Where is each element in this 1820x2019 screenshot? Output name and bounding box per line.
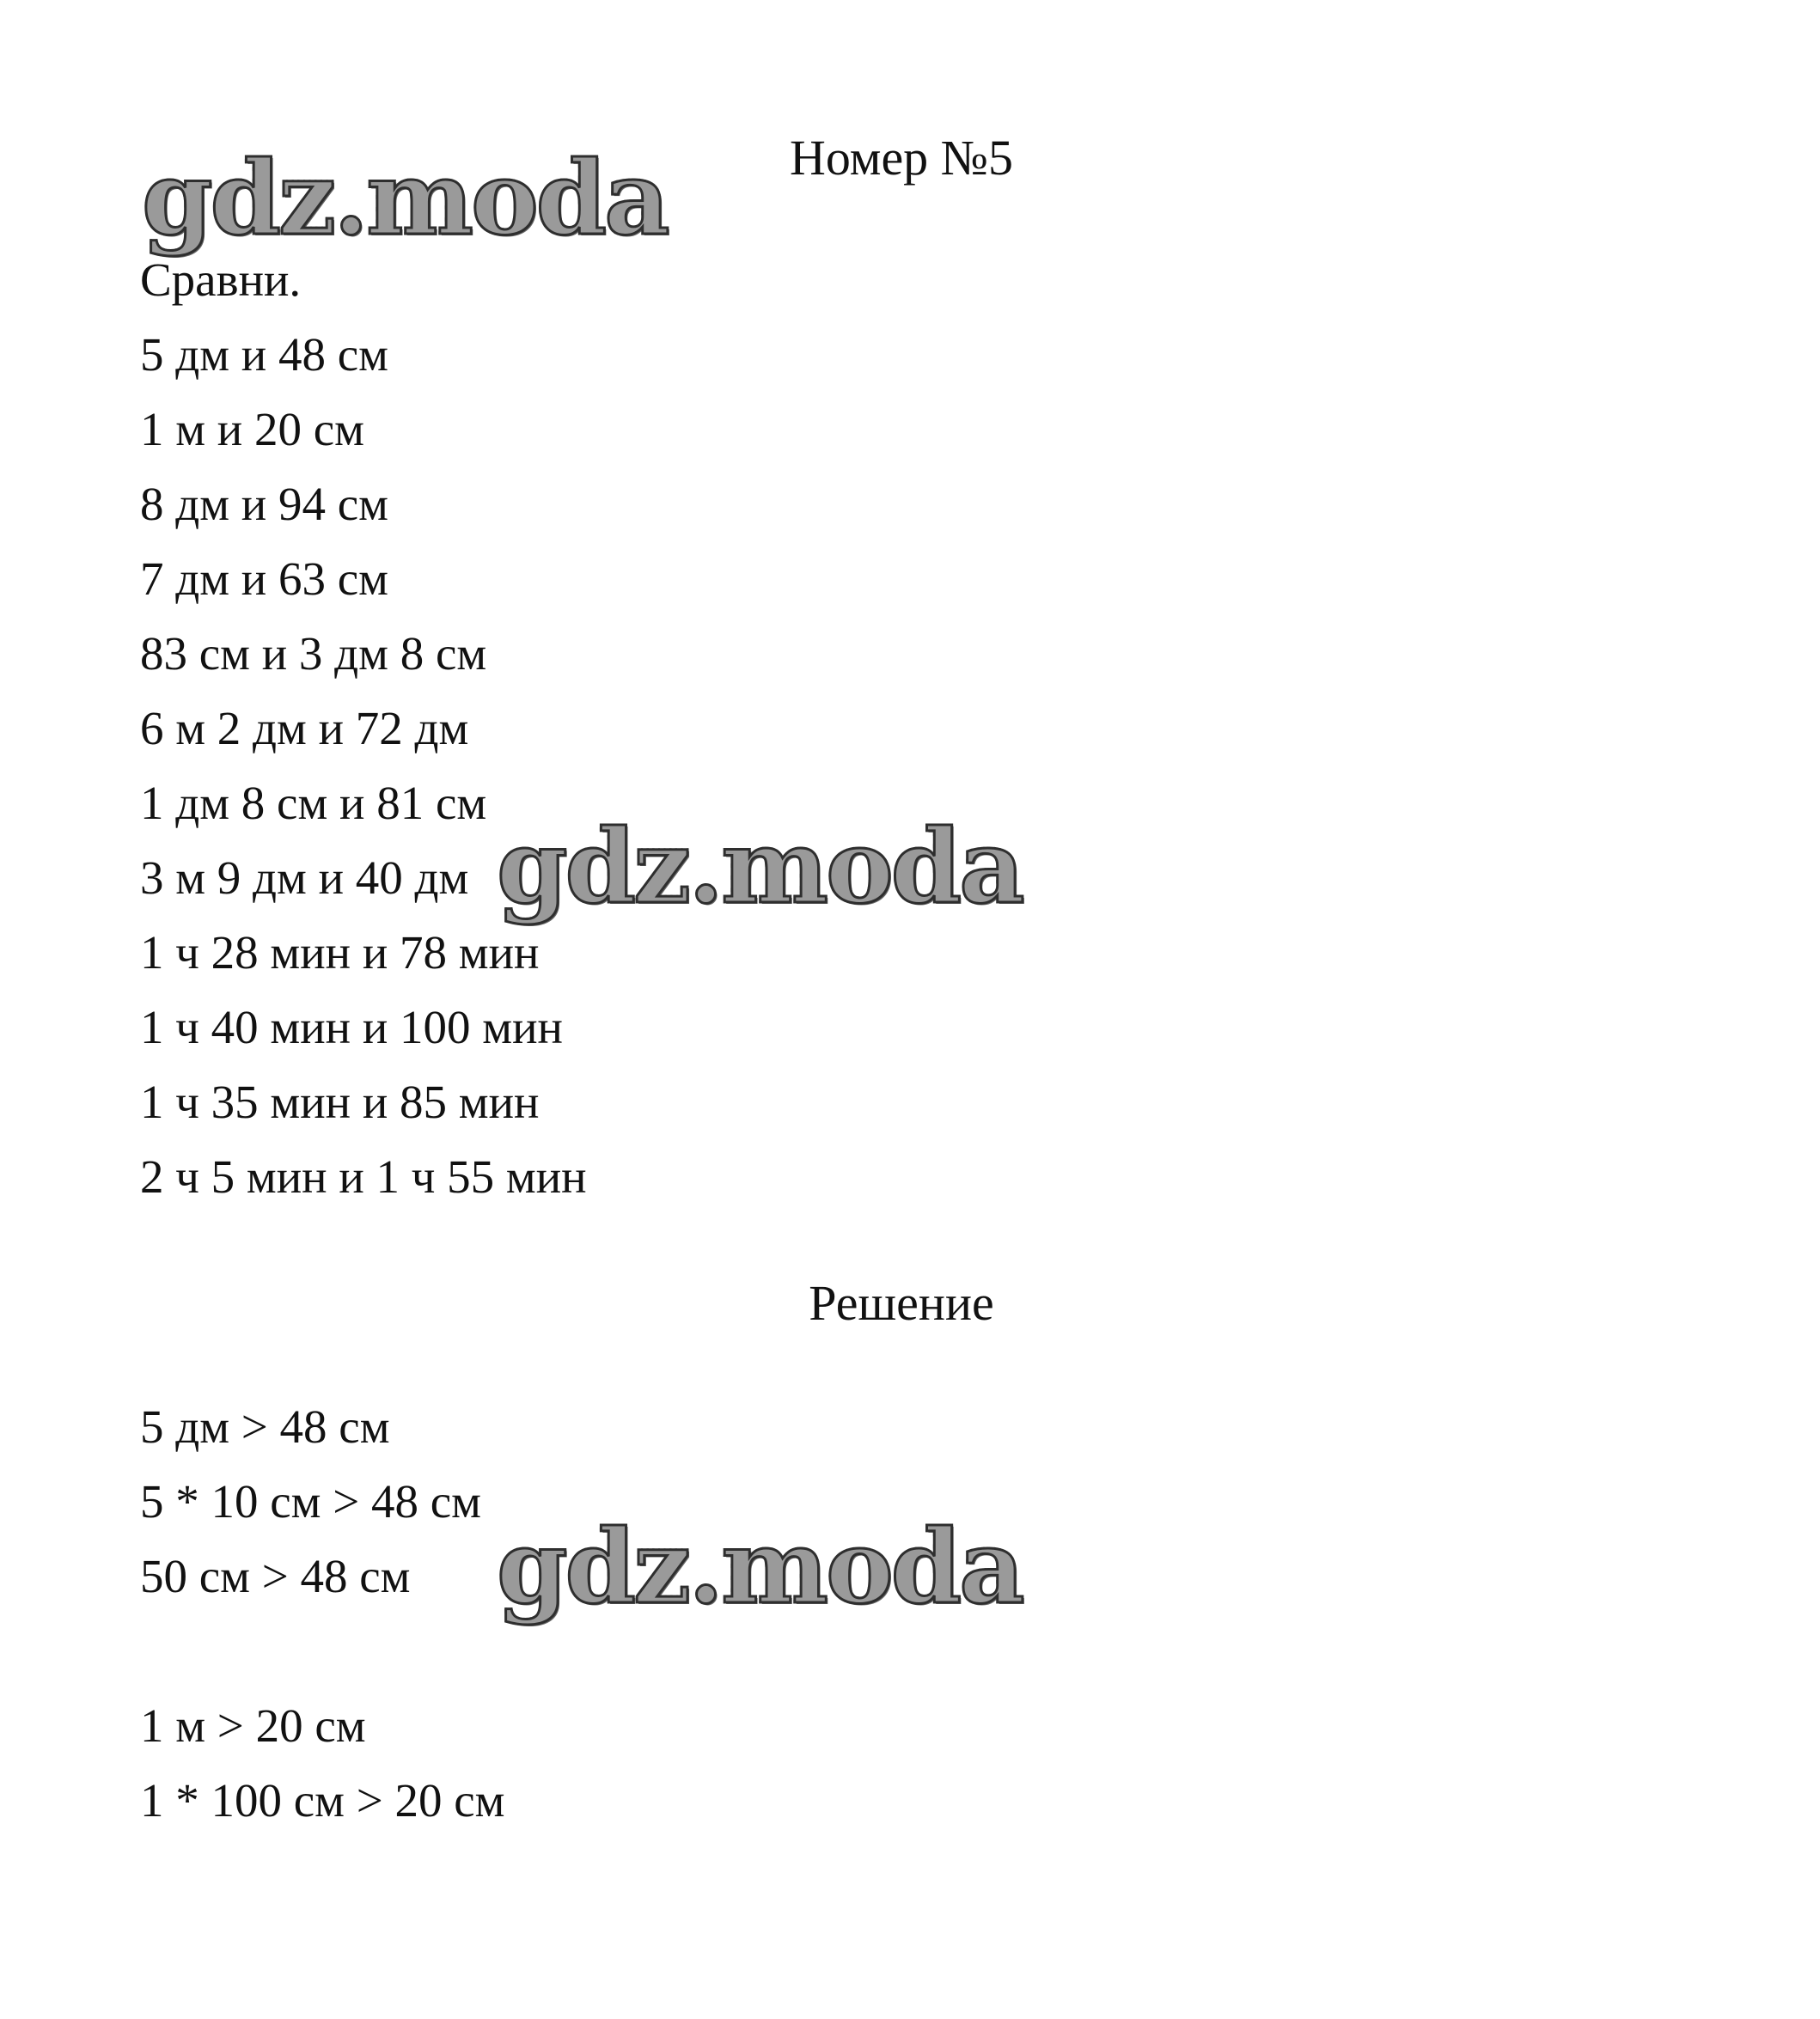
task-line: 2 ч 5 мин и 1 ч 55 мин — [140, 1150, 587, 1203]
task-line: 7 дм и 63 см — [140, 552, 388, 605]
exercise-title: Номер №5 — [789, 130, 1014, 186]
solution-line: 5 * 10 см > 48 см — [140, 1475, 481, 1528]
solution-line: 5 дм > 48 см — [140, 1400, 390, 1453]
task-line: 3 м 9 дм и 40 дм — [140, 851, 469, 904]
task-line: 1 ч 35 мин и 85 мин — [140, 1076, 540, 1128]
solution-line: 1 * 100 см > 20 см — [140, 1774, 505, 1827]
task-line: 1 ч 40 мин и 100 мин — [140, 1001, 563, 1053]
solution-line: 1 м > 20 см — [140, 1699, 366, 1752]
task-line: 5 дм и 48 см — [140, 328, 388, 381]
solution-line: 50 см > 48 см — [140, 1550, 411, 1602]
task-prompt: Сравни. — [140, 253, 302, 306]
task-line: 1 дм 8 см и 81 см — [140, 777, 487, 829]
watermark-logo: gdz.moda — [497, 807, 1023, 926]
task-line: 1 ч 28 мин и 78 мин — [140, 926, 540, 979]
task-line: 8 дм и 94 см — [140, 478, 388, 530]
watermark-logo: gdz.moda — [142, 138, 668, 258]
solution-heading: Решение — [809, 1275, 994, 1331]
task-line: 83 см и 3 дм 8 см — [140, 627, 487, 680]
task-line: 6 м 2 дм и 72 дм — [140, 702, 469, 754]
task-line: 1 м и 20 см — [140, 403, 364, 455]
watermark-logo: gdz.moda — [497, 1507, 1023, 1626]
